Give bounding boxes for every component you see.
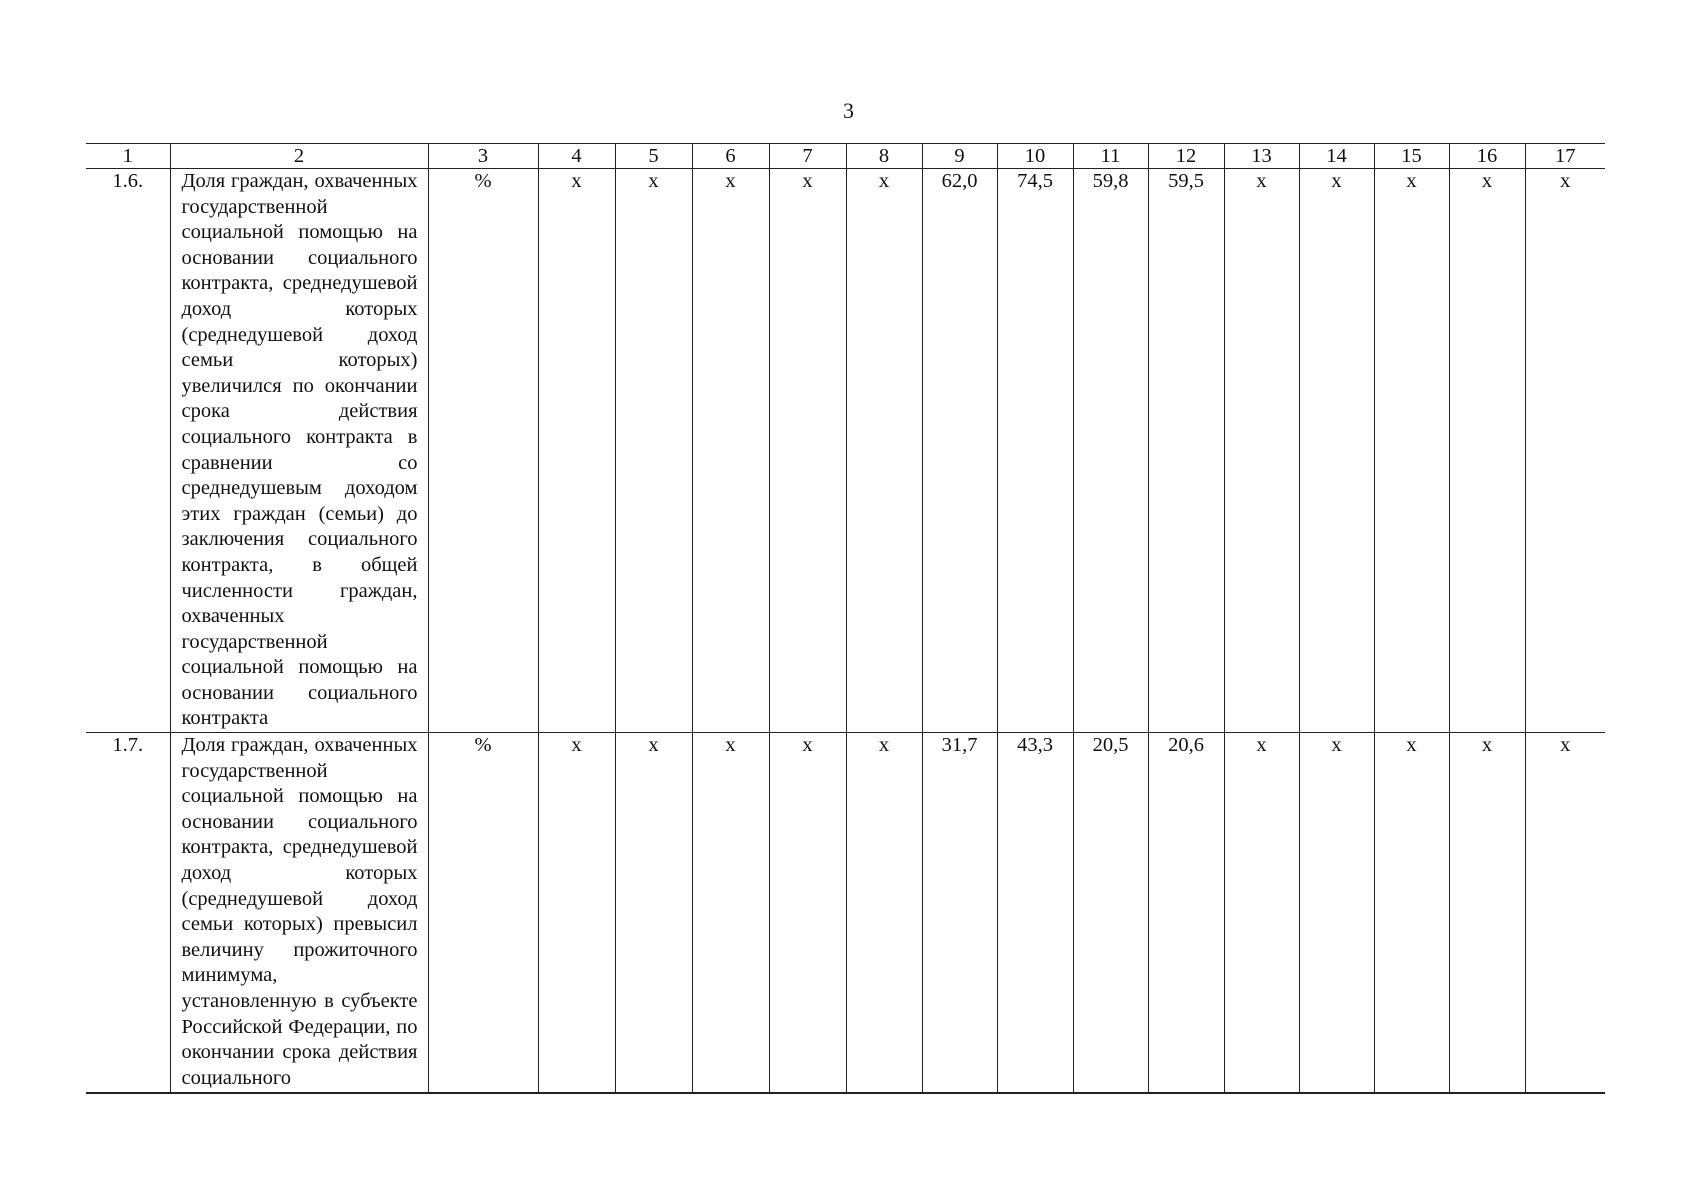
value-cell: х <box>1525 733 1605 1093</box>
value-cell: х <box>846 733 922 1093</box>
value-cell: 20,6 <box>1148 733 1224 1093</box>
column-header: 9 <box>922 144 997 169</box>
value-cell: х <box>692 169 769 733</box>
table-row <box>86 733 1605 1093</box>
value-cell: х <box>1449 169 1525 733</box>
value-cell: х <box>769 733 846 1093</box>
column-header: 17 <box>1525 144 1605 169</box>
value-cell: х <box>1224 169 1299 733</box>
value-cell: х <box>538 733 615 1093</box>
table-row <box>86 169 1605 733</box>
value-cell: 31,7 <box>922 733 997 1093</box>
column-header: 2 <box>170 144 428 169</box>
indicator-name: Доля граждан, охваченных государственной социальной помощью на основании социального контракта, среднедушевой доход которых (среднедушевой доход семьи которых) увеличился по окончании срока действия социального контракта в сравнении со среднедушевым доходом этих граждан (семьи) до заключения социального контракта, в общей численности граждан, охваченных государственной социальной помощью на основании социального контракта <box>170 169 428 733</box>
value-cell: 43,3 <box>997 733 1073 1093</box>
column-header: 13 <box>1224 144 1299 169</box>
value-cell: х <box>615 733 692 1093</box>
value-cell: х <box>1449 733 1525 1093</box>
value-cell: х <box>1374 733 1449 1093</box>
column-header: 4 <box>538 144 615 169</box>
unit-cell: % <box>428 169 538 733</box>
column-header: 15 <box>1374 144 1449 169</box>
indicators-table <box>86 143 1605 1094</box>
column-header: 14 <box>1299 144 1374 169</box>
row-number: 1.7. <box>86 733 170 1093</box>
indicator-name: Доля граждан, охваченных государственной социальной помощью на основании социального контракта, среднедушевой доход которых (среднедушевой доход семьи которых) превысил величину прожиточного минимума, установленную в субъекте Российской Федерации, по окончании срока действия социального <box>170 733 428 1093</box>
value-cell: х <box>1299 733 1374 1093</box>
column-header: 16 <box>1449 144 1525 169</box>
unit-cell: % <box>428 733 538 1093</box>
column-number-header-row <box>86 144 1605 169</box>
column-header: 8 <box>846 144 922 169</box>
column-header: 11 <box>1073 144 1148 169</box>
value-cell: х <box>692 733 769 1093</box>
value-cell: х <box>1224 733 1299 1093</box>
column-header: 12 <box>1148 144 1224 169</box>
value-cell: х <box>538 169 615 733</box>
column-header: 5 <box>615 144 692 169</box>
value-cell: 62,0 <box>922 169 997 733</box>
value-cell: 59,8 <box>1073 169 1148 733</box>
value-cell: 20,5 <box>1073 733 1148 1093</box>
column-header: 1 <box>86 144 170 169</box>
column-header: 7 <box>769 144 846 169</box>
value-cell: 59,5 <box>1148 169 1224 733</box>
value-cell: х <box>1299 169 1374 733</box>
value-cell: х <box>1525 169 1605 733</box>
row-number: 1.6. <box>86 169 170 733</box>
column-header: 3 <box>428 144 538 169</box>
value-cell: х <box>1374 169 1449 733</box>
value-cell: х <box>615 169 692 733</box>
page-number: 3 <box>843 98 854 123</box>
value-cell: 74,5 <box>997 169 1073 733</box>
column-header: 6 <box>692 144 769 169</box>
value-cell: х <box>846 169 922 733</box>
value-cell: х <box>769 169 846 733</box>
column-header: 10 <box>997 144 1073 169</box>
